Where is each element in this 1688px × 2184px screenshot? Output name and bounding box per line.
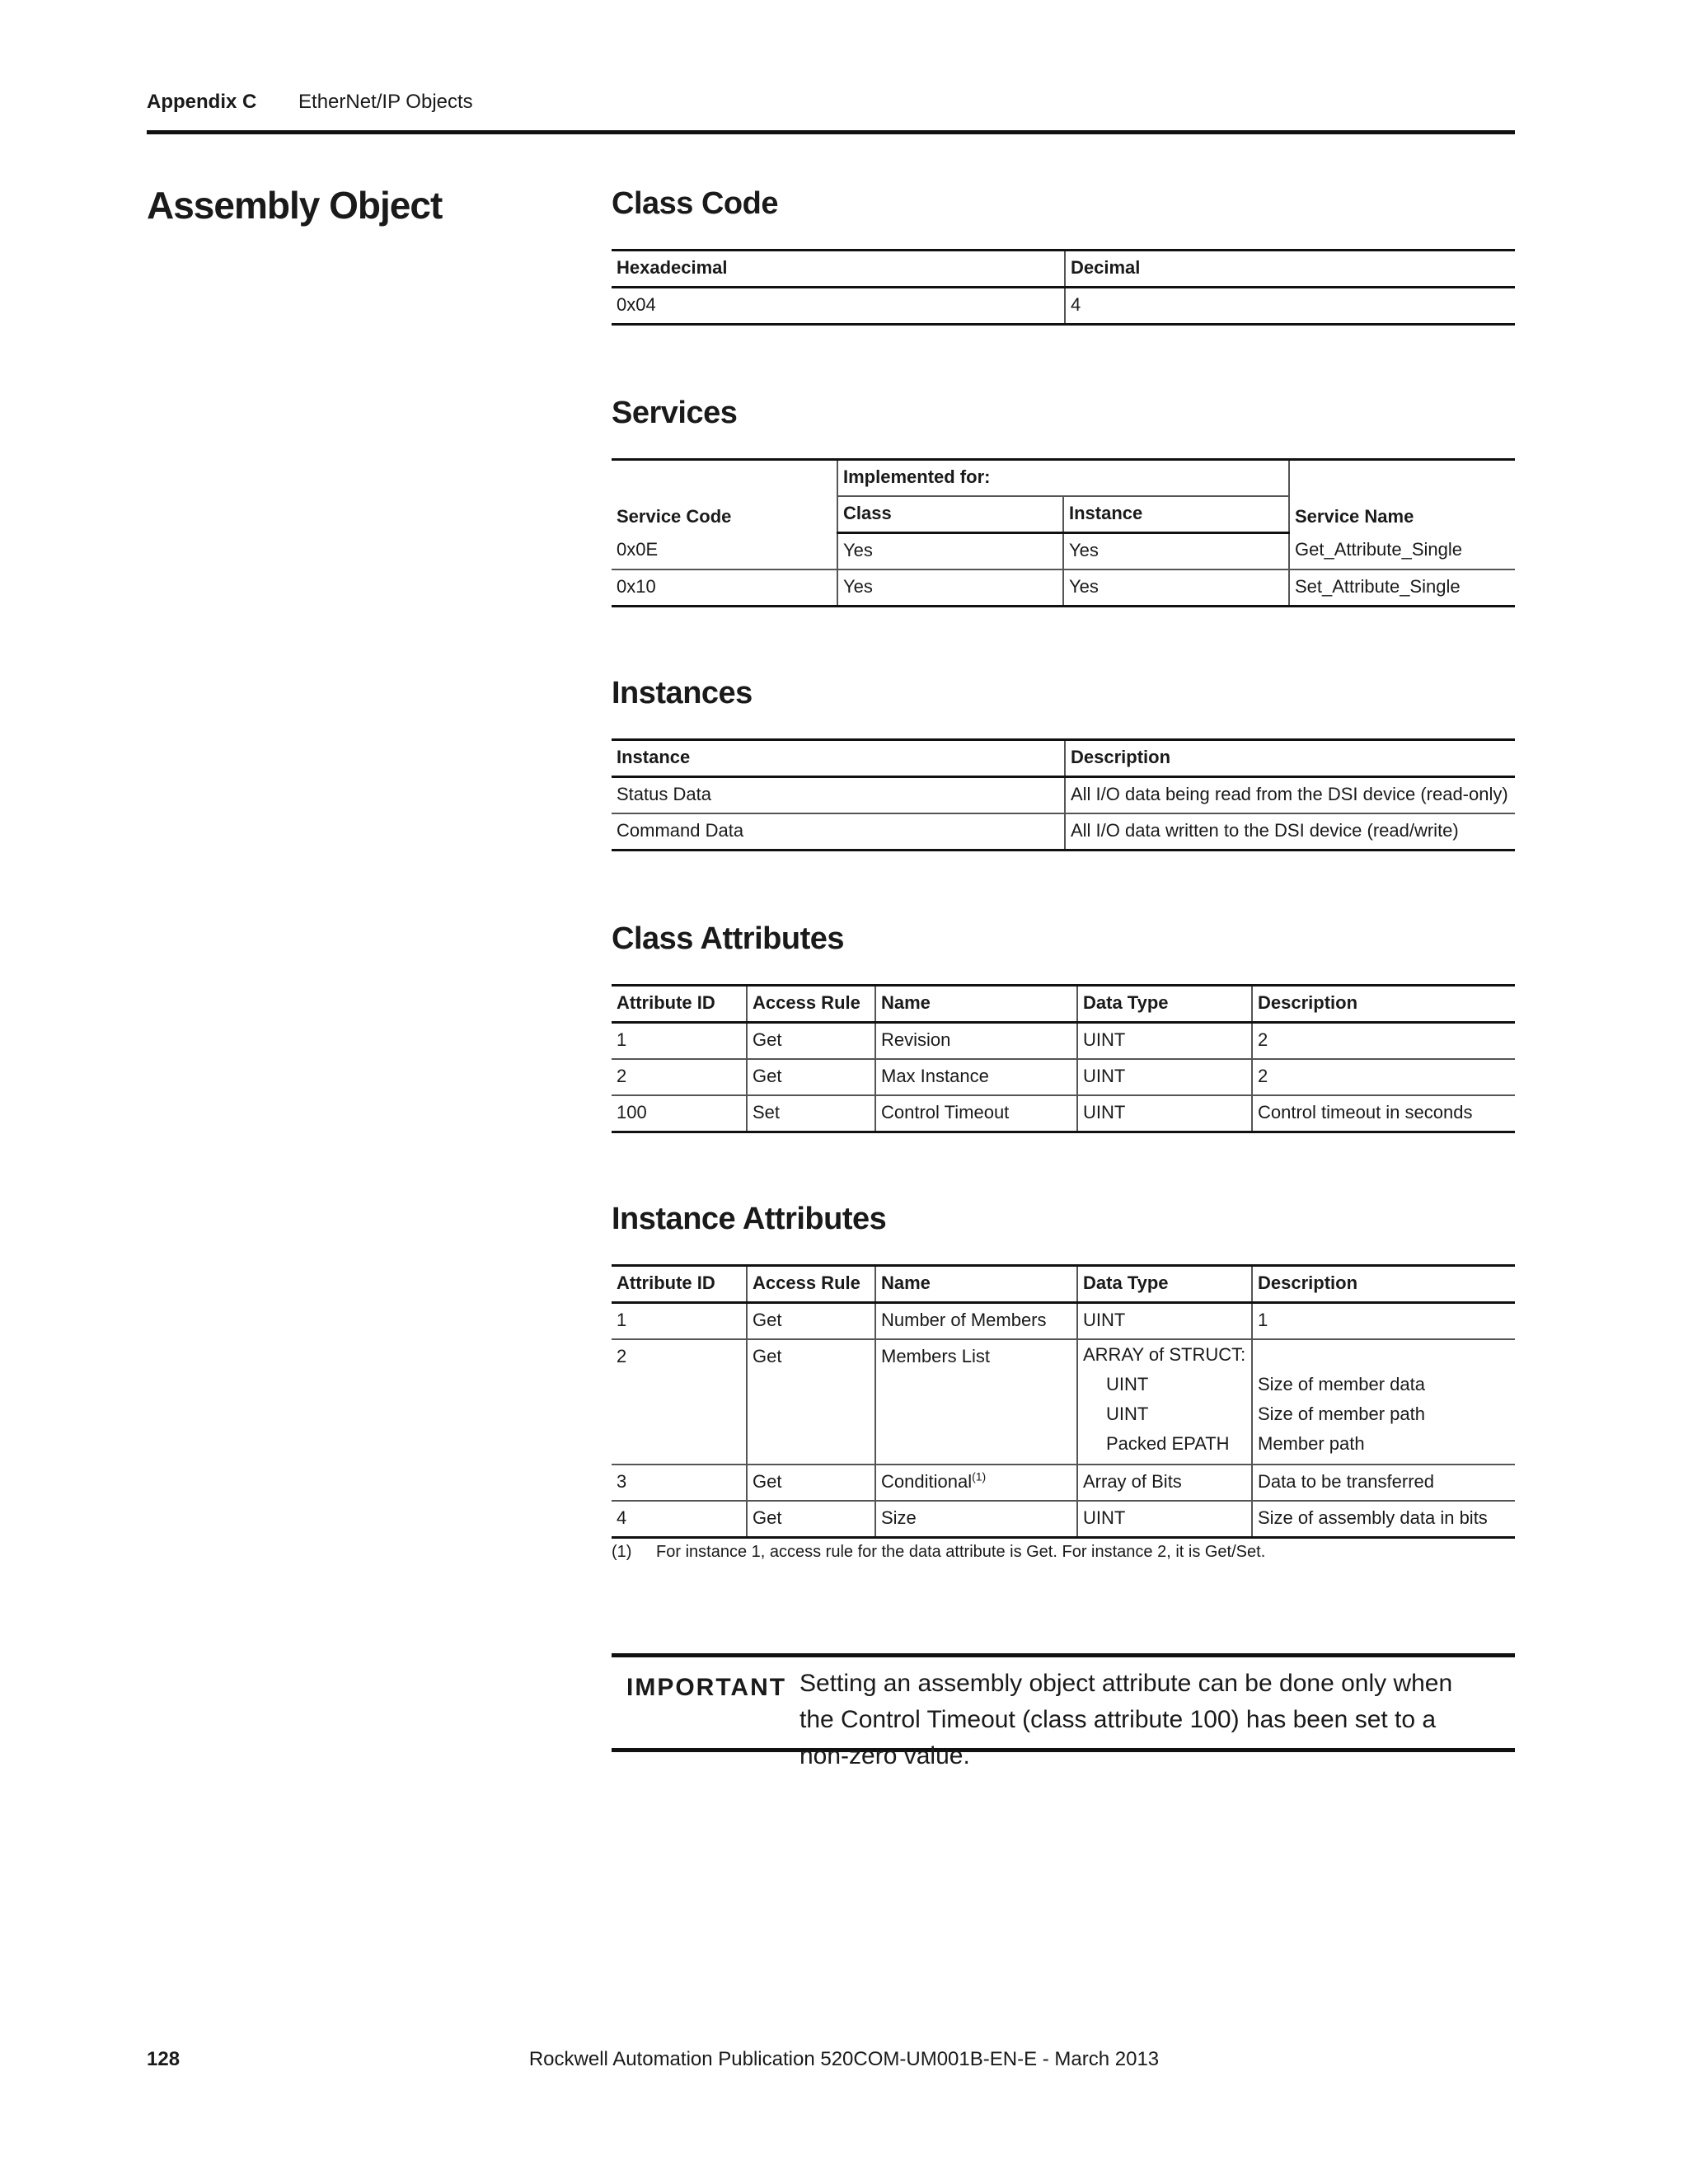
instances-title: Instances xyxy=(612,676,753,710)
table-cell: Control Timeout xyxy=(875,1095,1077,1132)
class-attributes-table xyxy=(612,984,1515,1133)
table-cell: 3 xyxy=(612,1465,747,1501)
table-cell: 0x10 xyxy=(612,569,837,607)
table-cell: Get xyxy=(747,1339,875,1465)
table-cell: Control timeout in seconds xyxy=(1252,1095,1515,1132)
instances-table xyxy=(612,738,1515,851)
services-table xyxy=(612,458,1515,607)
table-row xyxy=(612,1059,1515,1095)
type-sub: Packed EPATH xyxy=(1106,1433,1230,1454)
table-cell: Revision xyxy=(875,1023,1077,1060)
column-header: Attribute ID xyxy=(612,986,747,1023)
column-group-header: Implemented for: xyxy=(837,460,1289,497)
table-row xyxy=(612,533,1515,570)
table-cell: Data to be transferred xyxy=(1252,1465,1515,1501)
column-header: Description xyxy=(1252,1266,1515,1303)
class-code-table xyxy=(612,249,1515,326)
table-footnote xyxy=(612,1543,1265,1562)
table-cell: Get xyxy=(747,1059,875,1095)
column-header: Instance xyxy=(1063,496,1289,533)
table-cell: Number of Members xyxy=(875,1303,1077,1340)
important-callout xyxy=(612,1653,1515,1769)
column-header: Access Rule xyxy=(747,986,875,1023)
table-cell: 1 xyxy=(612,1303,747,1340)
class-attributes-title: Class Attributes xyxy=(612,921,844,956)
class-code-title: Class Code xyxy=(612,186,778,221)
table-cell: Get xyxy=(747,1303,875,1340)
table-cell xyxy=(875,1465,1077,1501)
table-cell: 100 xyxy=(612,1095,747,1132)
table-cell: Command Data xyxy=(612,813,1065,851)
table-cell: 1 xyxy=(1252,1303,1515,1340)
column-header: Attribute ID xyxy=(612,1266,747,1303)
table-cell: UINT xyxy=(1077,1303,1252,1340)
important-label: IMPORTANT xyxy=(626,1674,787,1701)
table-cell: All I/O data written to the DSI device (read/write) xyxy=(1065,813,1515,851)
column-header: Hexadecimal xyxy=(612,251,1065,288)
appendix-label: Appendix C xyxy=(147,91,257,113)
column-header: Class xyxy=(837,496,1063,533)
table-cell: Yes xyxy=(837,569,1063,607)
table-cell: 1 xyxy=(612,1023,747,1060)
table-cell: UINT xyxy=(1077,1501,1252,1538)
publication-footer: Rockwell Automation Publication 520COM-UM001B-EN-E - March 2013 xyxy=(528,2048,1160,2070)
table-row xyxy=(612,569,1515,607)
attribute-name: Conditional xyxy=(881,1471,973,1492)
table-cell: 2 xyxy=(1252,1023,1515,1060)
table-cell: UINT xyxy=(1077,1023,1252,1060)
column-header: Description xyxy=(1252,986,1515,1023)
table-cell: 2 xyxy=(612,1339,747,1465)
table-cell: Set xyxy=(747,1095,875,1132)
page-title: Assembly Object xyxy=(147,184,443,227)
column-header: Description xyxy=(1065,740,1515,777)
services-title: Services xyxy=(612,396,738,430)
table-cell: Size of assembly data in bits xyxy=(1252,1501,1515,1538)
column-header: Data Type xyxy=(1077,1266,1252,1303)
table-cell: All I/O data being read from the DSI device (read-only) xyxy=(1065,777,1515,814)
instance-attributes-title: Instance Attributes xyxy=(612,1202,887,1236)
column-header: Service Code xyxy=(612,460,837,533)
instance-attributes-table xyxy=(612,1264,1515,1539)
table-cell: 2 xyxy=(1252,1059,1515,1095)
table-cell: 4 xyxy=(1065,288,1515,325)
table-row xyxy=(612,777,1515,814)
header-rule xyxy=(147,130,1515,134)
column-header: Decimal xyxy=(1065,251,1515,288)
table-cell: UINT xyxy=(1077,1095,1252,1132)
type-sub: UINT xyxy=(1106,1404,1149,1424)
table-row xyxy=(612,1095,1515,1132)
column-header: Service Name xyxy=(1289,460,1515,533)
column-header: Name xyxy=(875,1266,1077,1303)
footnote-ref: (1) xyxy=(972,1469,987,1483)
table-cell: Status Data xyxy=(612,777,1065,814)
member-desc: Size of member path xyxy=(1258,1404,1425,1424)
page-number: 128 xyxy=(147,2048,181,2070)
table-cell: Get_Attribute_Single xyxy=(1289,533,1515,570)
table-cell: UINT xyxy=(1077,1059,1252,1095)
table-row xyxy=(612,813,1515,851)
table-cell: Yes xyxy=(837,533,1063,570)
table-cell: Members List xyxy=(875,1339,1077,1465)
column-header: Instance xyxy=(612,740,1065,777)
table-row xyxy=(612,1501,1515,1538)
table-row xyxy=(612,1339,1515,1465)
table-row xyxy=(612,1465,1515,1501)
important-text: Setting an assembly object attribute can be done only when the Control Timeout (class attribute 100) has been set to a non-zero value. xyxy=(799,1670,1453,1769)
table-cell xyxy=(1077,1339,1252,1465)
table-cell: Yes xyxy=(1063,569,1289,607)
table-cell: Yes xyxy=(1063,533,1289,570)
column-header: Name xyxy=(875,986,1077,1023)
footnote-mark: (1) xyxy=(612,1543,632,1561)
running-header xyxy=(147,91,473,114)
table-cell: Size xyxy=(875,1501,1077,1538)
column-header: Access Rule xyxy=(747,1266,875,1303)
table-cell xyxy=(1252,1339,1515,1465)
table-cell: Get xyxy=(747,1023,875,1060)
table-cell: Get xyxy=(747,1465,875,1501)
table-cell: Set_Attribute_Single xyxy=(1289,569,1515,607)
table-cell: Max Instance xyxy=(875,1059,1077,1095)
member-desc: Size of member data xyxy=(1258,1374,1425,1394)
footnote-text: For instance 1, access rule for the data attribute is Get. For instance 2, it is Get/Set. xyxy=(656,1543,1266,1561)
table-cell: 0x0E xyxy=(612,533,837,570)
table-cell: 4 xyxy=(612,1501,747,1538)
table-cell: Get xyxy=(747,1501,875,1538)
table-cell: 0x04 xyxy=(612,288,1065,325)
type-sub: UINT xyxy=(1106,1374,1149,1394)
table-cell: 2 xyxy=(612,1059,747,1095)
table-cell: Array of Bits xyxy=(1077,1465,1252,1501)
column-header: Data Type xyxy=(1077,986,1252,1023)
table-row xyxy=(612,1023,1515,1060)
table-row xyxy=(612,288,1515,325)
table-row xyxy=(612,1303,1515,1340)
type-main: ARRAY of STRUCT: xyxy=(1083,1344,1246,1365)
section-label: EtherNet/IP Objects xyxy=(298,91,473,113)
member-desc: Member path xyxy=(1258,1433,1365,1454)
